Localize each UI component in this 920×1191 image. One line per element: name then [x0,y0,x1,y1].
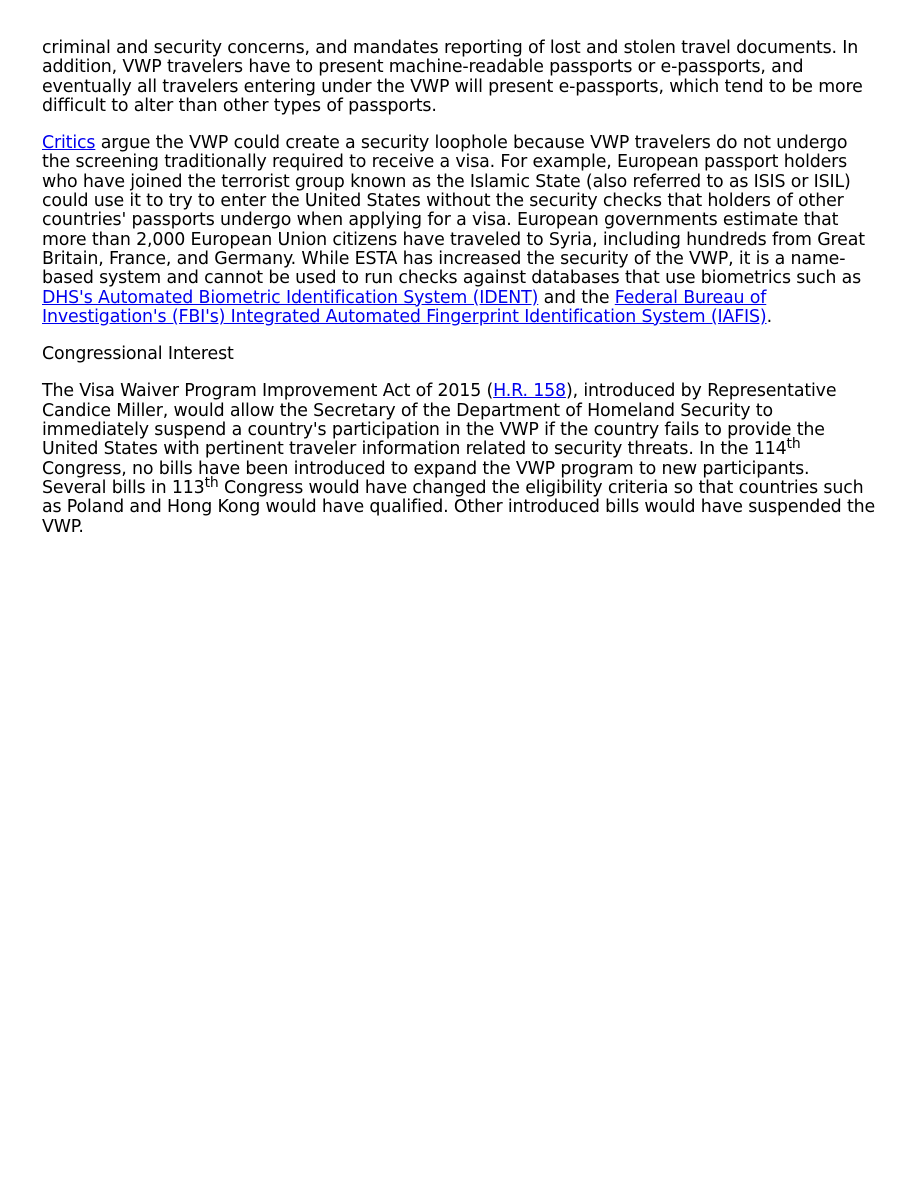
critics-text: argue the VWP could create a security loophole because VWP travelers do not undergo the screening traditionally required to receive a visa. For example, European passport holders who have joined the terrorist group known as the Islamic State (also referred to as ISIS or ISIL) could use it to try to enter the United States without the security checks that holders of other countries' passports undergo when applying for a visa. European governments estimate that more than 2,000 European Union citizens have traveled to Syria, including hundreds from Great Britain, France, and Germany. While ESTA has increased the security of the VWP, it is a name-based system and cannot be used to run checks against databases that use biometrics such as [42,133,865,289]
paragraph-congressional-interest [42,382,878,536]
critics-link[interactable]: Critics [42,133,96,154]
hr-158-link[interactable]: H.R. 158 [493,381,566,402]
section-heading: Congressional Interest [42,344,234,365]
act-text: The Visa Waiver Program Improvement Act of 2015 ( [42,381,494,402]
miller-text: ), introduced by Representative Candice Miller, would allow the Secretary of the Department of Homeland Security to immediately suspend a country's participation in the VWP if the country fails to provide the United States with pertinent traveler information related to security threats. In the 114 [42,381,837,460]
congress-113-text: Congress would have changed the eligibility criteria so that countries such as Poland and Hong Kong would have qualified. Other introduced bills would have suspended the VWP. [42,477,876,537]
iafis-link[interactable]: Federal Bureau of Investigation's (FBI's) Integrated Automated Fingerprint Identification System (IAFIS) [42,287,767,327]
period-text: . [766,306,772,327]
superscript-th-114: th [786,436,801,453]
congress-114-text: Congress, no bills have been introduced to expand the VWP program to new participants. Several bills in 113 [42,458,810,498]
ident-link[interactable]: DHS's Automated Biometric Identification System (IDENT) [42,287,539,308]
document-page [0,0,920,537]
superscript-th-113: th [204,474,219,491]
paragraph-passport-requirements: criminal and security concerns, and mandates reporting of lost and stolen travel documents. In addition, VWP travelers have to present machine-readable passports or e-passports, and eventually all travelers entering under the VWP will present e-passports, which tend to be more difficult to alter than other types of passports. [42,38,863,116]
paragraph-critics [42,134,878,327]
and-the-text: and the [538,287,615,308]
